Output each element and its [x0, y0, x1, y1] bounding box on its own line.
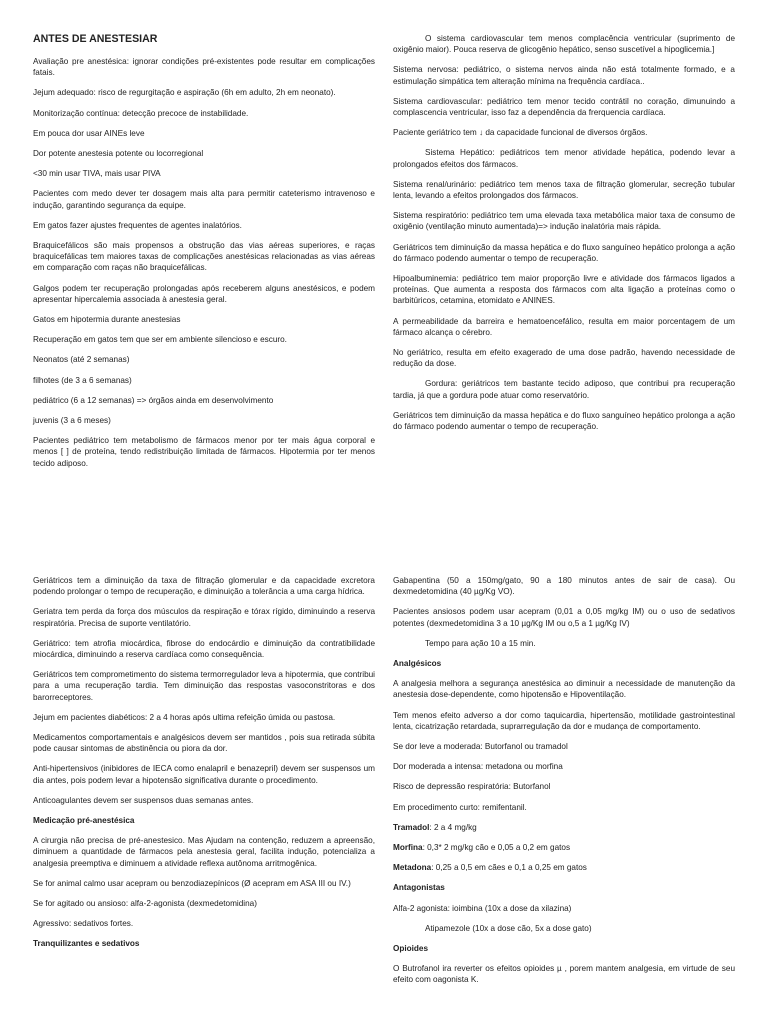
paragraph: Geriátricos tem comprometimento do sistema termorregulador leva a hipotermia, que contribui para a uma recuperação tardia. Tem diminuição das respostas vasoconstritoras e dos barorreceptores. [33, 670, 375, 702]
paragraph: Recuperação em gatos tem que ser em ambiente silencioso e escuro. [33, 335, 287, 345]
paragraph: Jejum adequado: risco de regurgitação e aspiração (6h em adulto, 2h em neonato). [33, 88, 336, 98]
paragraph [393, 842, 735, 853]
column-top-left [33, 33, 375, 478]
paragraph: Sistema cardiovascular: pediátrico tem menor tecido contrátil no coração, dimunuindo a complascencia ventricular, isso faz a dependência da frerquencia cardíaca. [393, 96, 735, 118]
paragraph: Dor potente anestesia potente ou locorregional [33, 149, 204, 159]
paragraph: juvenis (3 a 6 meses) [33, 416, 111, 426]
paragraph: Sistema nervosa: pediátrico, o sistema nervos ainda não está totalmente formado, e a estimulação simpática tem alteração mínima na frequência cardíaca.. [393, 65, 735, 86]
paragraph: Alfa-2 agonista: ioimbina (10x a dose da xilazina) [393, 903, 572, 913]
paragraph: Medicamentos comportamentais e analgésicos devem ser mantidos , pois sua retirada súbita pode causar sintomas de abstinência ou piora da dor. [33, 733, 375, 754]
paragraph: Atipamezole (10x a dose cão, 5x a dose gato) [425, 923, 592, 933]
paragraph: Tempo para ação 10 a 15 min. [425, 638, 536, 648]
paragraph: Sistema Hepático: pediátricos tem menor atividade hepática, podendo levar a prolongados efeitos dos fármacos. [393, 148, 735, 169]
paragraph: Paciente geriátrico tem ↓ da capacidade funcional de diversos órgãos. [393, 128, 648, 138]
paragraph: Pacientes com medo dever ter dosagem mais alta para permitir cateterismo intravenoso e indução, garantindo segurança da equipe. [33, 189, 375, 210]
paragraph: O Butrofanol ira reverter os efeitos opioides µ , porem mantem analgesia, em virtude de seu efeito com oagonista K. [393, 964, 735, 985]
paragraph: Dor moderada a intensa: metadona ou morfina [393, 762, 563, 772]
paragraph: Sistema renal/urinário: pediátrico tem menos taxa de filtração glomerular, secreção tubular lenta, levando a efeitos prolongados dos fármacos. [393, 179, 735, 201]
paragraph: Anti-hipertensivos (inibidores de IECA como enalapril e benazepril) devem ser suspensos um dia antes, pois podem levar a hipotensão significativa durante o procedimento. [33, 764, 375, 785]
paragraph: A permeabilidade da barreira e hematoencefálico, resulta em maior porcentagem de um fármaco alcança o cérebro. [393, 316, 735, 337]
paragraph: Galgos podem ter recuperação prolongadas após receberem alguns anestésicos, e podem apresentar hipercalemia associada à anestesia geral. [33, 283, 375, 304]
paragraph: Se for agitado ou ansioso: alfa-2-agonista (dexmedetomidina) [33, 899, 257, 909]
drug-dose: : 0,25 a 0,5 em cães e 0,1 a 0,25 em gatos [431, 863, 587, 873]
drug-dose: : 0,3* 2 mg/kg cão e 0,05 a 0,2 em gatos [422, 843, 571, 853]
paragraph: Geriátricos tem diminuição da massa hepática e do fluxo sanguíneo hepático prolonga a ação do fármaco podendo aumentar o tempo de recuperação. [393, 242, 735, 263]
paragraph: filhotes (de 3 a 6 semanas) [33, 375, 132, 385]
subheading: Medicação pré-anestésica [33, 816, 135, 826]
paragraph: <30 min usar TIVA, mais usar PIVA [33, 169, 161, 179]
subheading: Analgésicos [393, 659, 442, 669]
paragraph: Anticoagulantes devem ser suspensos duas semanas antes. [33, 795, 254, 805]
paragraph: Braquicefálicos são mais propensos a obstrução das vias aéreas superiores, e raças braquicefálicas tem maiores taxas de complicações anestésicas relacionadas as vias aéreas em comparação com raças não braquicefálicas. [33, 241, 375, 273]
paragraph: Neonatos (até 2 semanas) [33, 355, 130, 365]
paragraph: Gabapentina (50 a 150mg/gato, 90 a 180 minutos antes de sair de casa). Ou dexmedetomidina (40 µg/Kg VO). [393, 576, 735, 597]
paragraph: A cirurgia não precisa de pré-anestesico. Mas Ajudam na contenção, reduzem a apreensão, diminuem a quantidade de fármacos pela anestesia geral, facilita indução, potencializa a analgesia preemptiva e diminuem a atividade reflexa autônoma arritmogênica. [33, 836, 375, 868]
drug-dose: : 2 a 4 mg/kg [429, 822, 477, 832]
paragraph [393, 822, 735, 833]
paragraph: Pacientes pediátrico tem metabolismo de fármacos menor por ter mais água corporal e menos [ ] de proteína, tendo redistribuição limitada de fármacos. Hipotermia por ter menos tecido adiposo. [33, 436, 375, 468]
paragraph [393, 862, 735, 873]
paragraph: Jejum em pacientes diabéticos: 2 a 4 horas após ultima refeição úmida ou pastosa. [33, 712, 336, 722]
column-top-right [393, 33, 735, 441]
paragraph: Avaliação pre anestésica: ignorar condições pré-existentes pode resultar em complicações fatais. [33, 57, 375, 78]
column-bottom-left [33, 575, 375, 959]
paragraph: Geriatra tem perda da força dos músculos da respiração e tórax rígido, diminuindo a reserva respiratória. Precisa de suporte ventilatório. [33, 607, 375, 628]
paragraph: Geriátrico: tem atrofia miocárdica, fibrose do endocárdio e diminuição da contratibilidade miocárdica, diminuindo a reserva cardíaca como consequência. [33, 638, 375, 660]
subheading: Opioides [393, 944, 429, 954]
column-bottom-right [393, 575, 735, 995]
paragraph: Agressivo: sedativos fortes. [33, 919, 134, 929]
paragraph: pediátrico (6 a 12 semanas) => órgãos ainda em desenvolvimento [33, 395, 274, 405]
section-heading: ANTES DE ANESTESIAR [33, 33, 158, 45]
paragraph: Geriátricos tem a diminuição da taxa de filtração glomerular e da capacidade excretora podendo prolongar o tempo de recuperação, e diminuição a tolerância a uma carga hídrica. [33, 576, 375, 597]
paragraph: A analgesia melhora a segurança anestésica ao diminuir a necessidade de manutenção da anestesia dose-dependente, como hipotensão e Hipoventilação. [393, 679, 735, 700]
paragraph: Em procedimento curto: remifentanil. [393, 802, 527, 812]
paragraph: Em gatos fazer ajustes frequentes de agentes inalatórios. [33, 220, 242, 230]
drug-label: Tramadol [393, 822, 430, 832]
paragraph: No geriátrico, resulta em efeito exagerado de uma dose padrão, havendo necessidade de redução da dose. [393, 348, 735, 369]
subheading: Antagonistas [393, 883, 445, 893]
paragraph: Geriátricos tem diminuição da massa hepática e do fluxo sanguíneo hepático prolonga a ação do fármaco podendo aumentar o tempo de recuperação. [393, 410, 735, 432]
paragraph: Risco de depressão respiratória: Butorfanol [393, 782, 551, 792]
paragraph: Se for animal calmo usar acepram ou benzodiazepínicos (Ø acepram em ASA III ou IV.) [33, 878, 351, 888]
drug-label: Morfina [393, 843, 423, 853]
drug-label: Metadona [393, 863, 432, 873]
paragraph: Sistema respiratório: pediátrico tem uma elevada taxa metabólica maior taxa de consumo de oxigênio (ventilação minuto aumentada)=> indução inalatória mais rápida. [393, 211, 735, 232]
paragraph: O sistema cardiovascular tem menos complacência ventricular (suprimento de oxigênio maior). Pouca reserva de glicogênio hepático, senso suscetível a hipoglicemia.] [393, 34, 735, 55]
paragraph: Gordura: geriátricos tem bastante tecido adiposo, que contribui pra recuperação tardia, já que a gordura pode atuar como reservatório. [393, 379, 735, 400]
paragraph: Se dor leve a moderada: Butorfanol ou tramadol [393, 742, 568, 752]
paragraph: Em pouca dor usar AINEs leve [33, 128, 145, 138]
paragraph: Pacientes ansiosos podem usar acepram (0,01 a 0,05 mg/kg IM) ou o uso de sedativos potentes (dexmedetomidina 3 a 10 µg/Kg IM ou o,5 a 1 µg/Kg IV) [393, 607, 735, 628]
paragraph: Hipoalbuminemia: pediátrico tem maior proporção livre e atividade dos fármacos ligados a proteínas. Que aumenta a resposta dos fármacos com alta ligação a proteínas como o barbitúricos, cetamina, etomidato e ANINES. [393, 274, 735, 306]
paragraph: Tem menos efeito adverso a dor como taquicardia, hipertensão, motilidade gastrointestinal lenta, cicatrização retardada, suprarregulação da dor e mudança de comportamento. [393, 710, 735, 731]
paragraph: Gatos em hipotermia durante anestesias [33, 315, 181, 325]
paragraph: Monitorização contínua: detecção precoce de instabilidade. [33, 108, 249, 118]
subheading: Tranquilizantes e sedativos [33, 939, 140, 949]
